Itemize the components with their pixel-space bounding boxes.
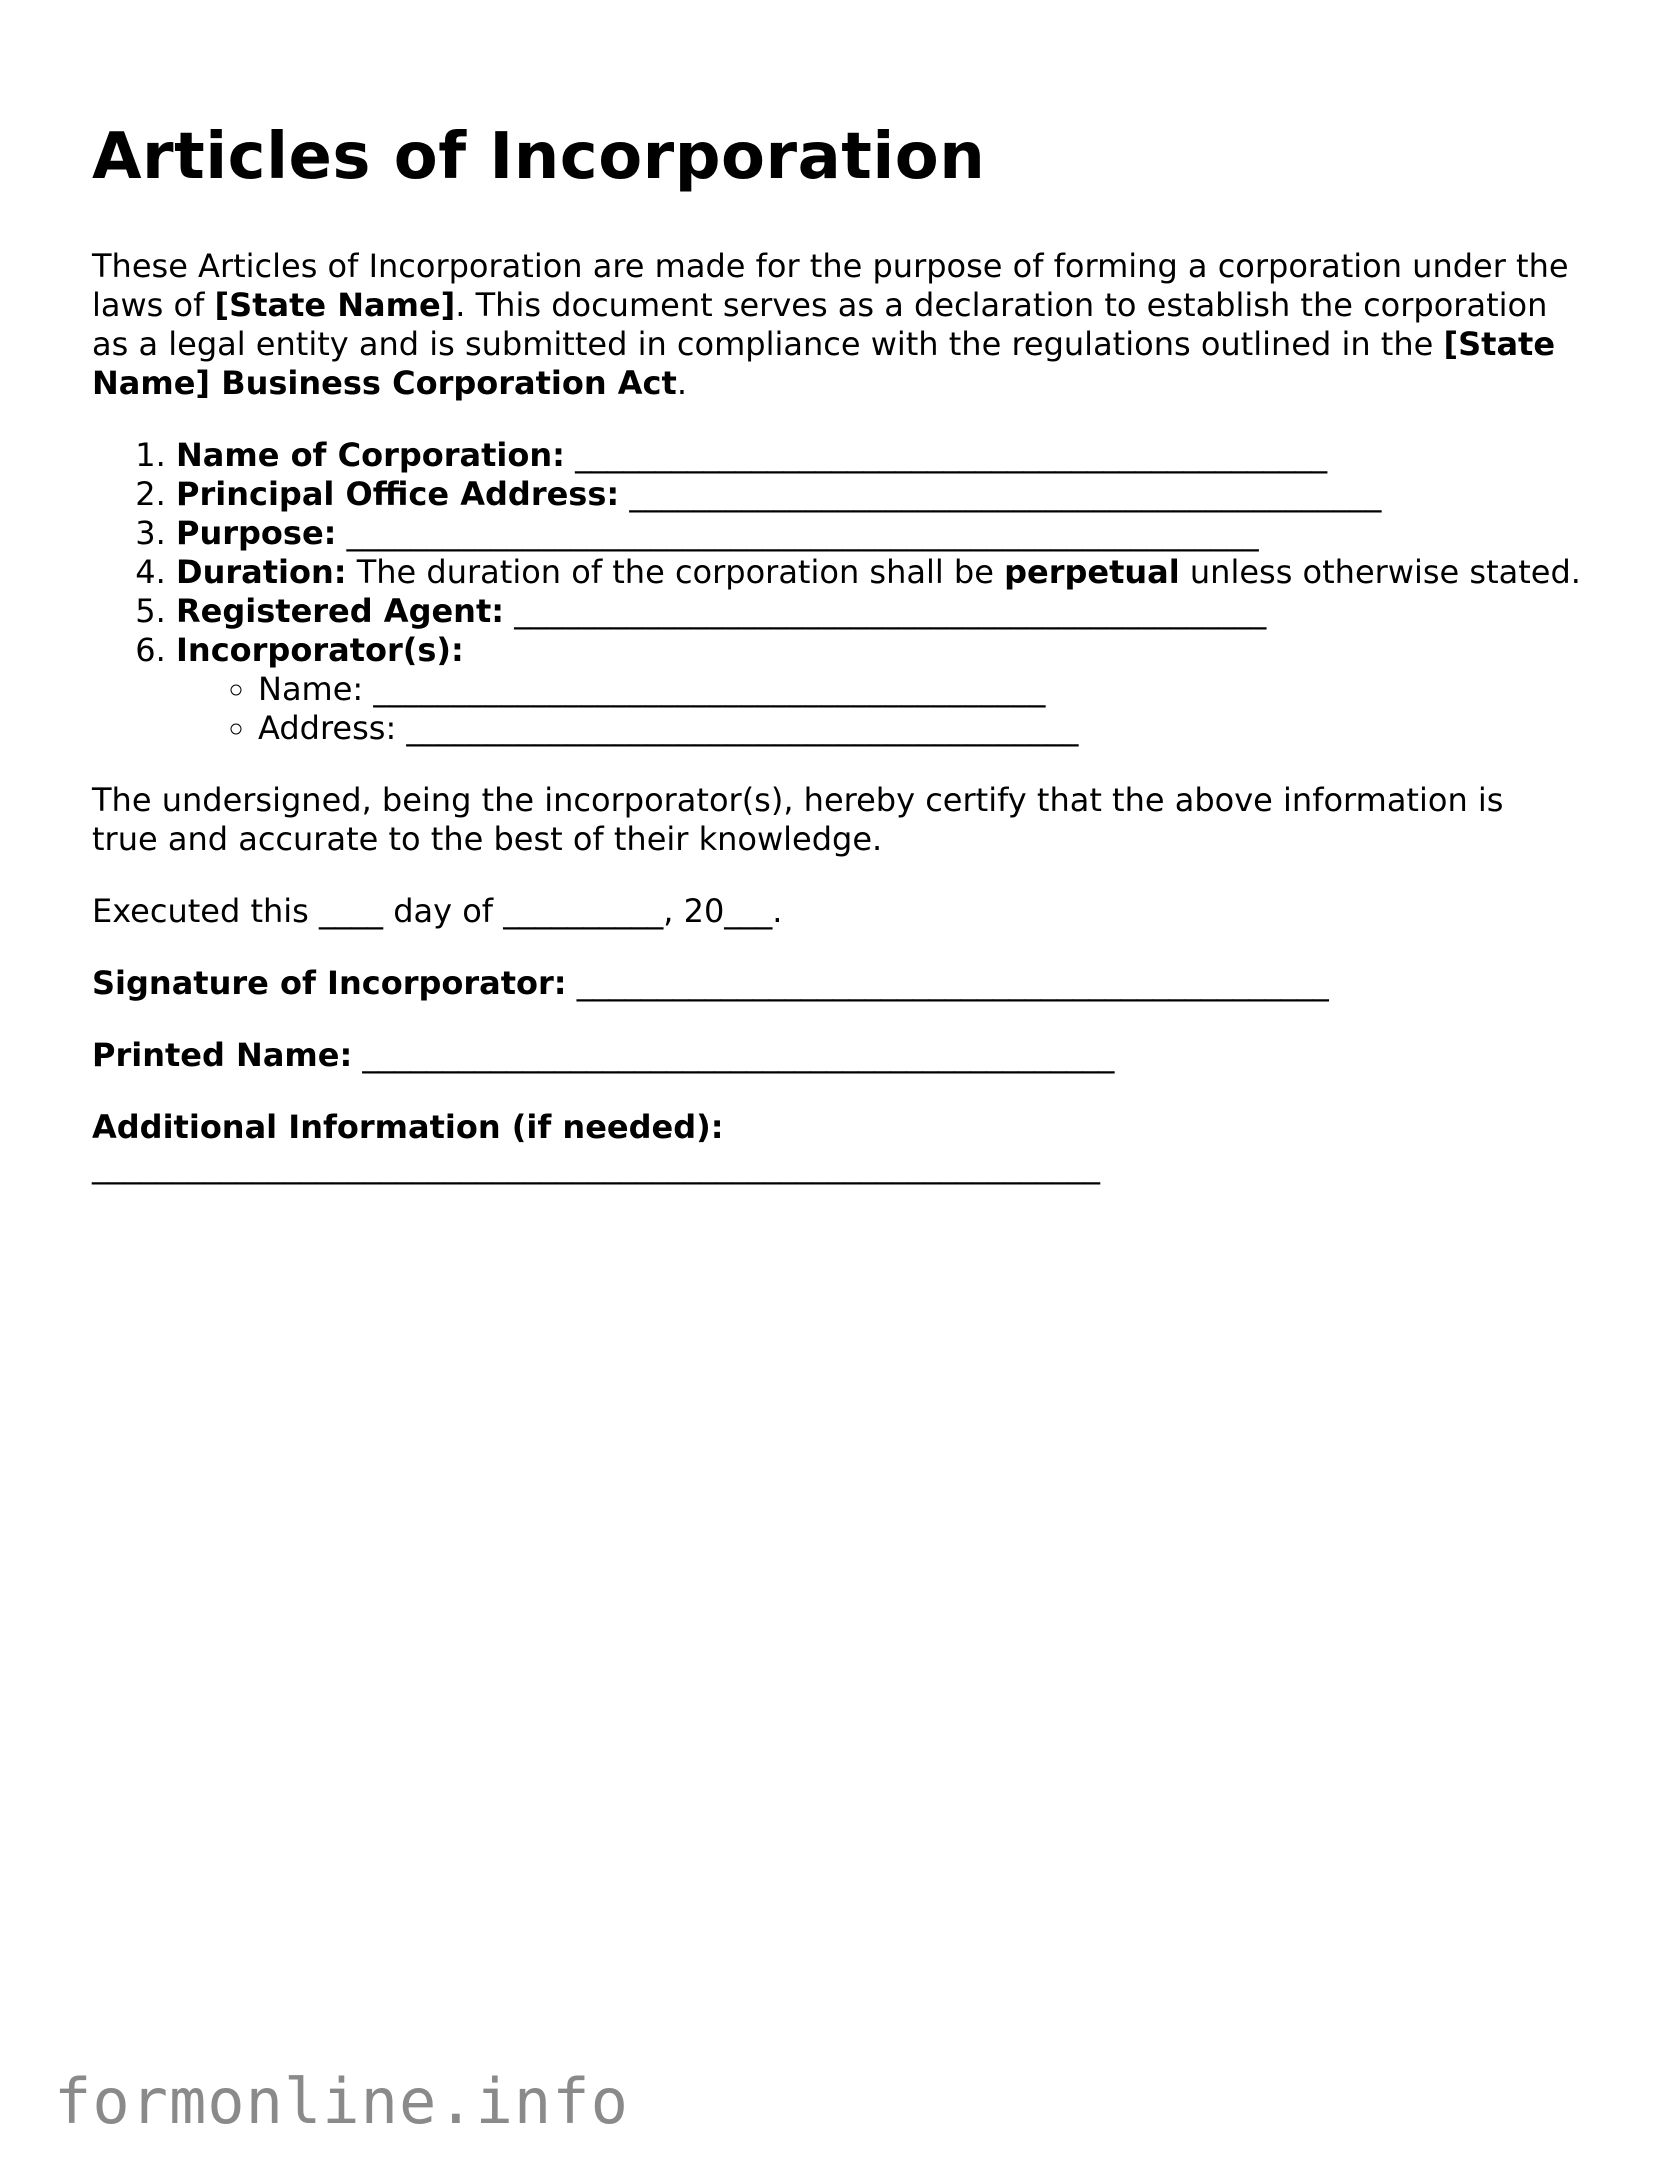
article-label: Duration: <box>176 553 347 591</box>
blank-line[interactable]: _______________________________________________ <box>514 592 1267 630</box>
intro-text-3: . <box>676 364 687 402</box>
articles-list <box>92 436 1592 748</box>
incorporator-fields <box>176 670 1592 748</box>
article-registered-agent <box>176 592 1592 631</box>
blank-line[interactable]: _______________________________________________________________ <box>92 1147 1100 1185</box>
field-label: Name: <box>258 670 364 708</box>
article-name-of-corporation <box>176 436 1592 475</box>
signature-label: Signature of Incorporator: <box>92 964 567 1002</box>
field-label: Address: <box>258 709 397 747</box>
intro-text-1: These Articles of Incorporation are made for the purpose of forming a corporation under the laws of <box>92 247 1569 324</box>
article-label: Incorporator(s): <box>176 631 464 669</box>
blank-line[interactable]: _______________________________________________ <box>362 1036 1115 1074</box>
printed-name-label: Printed Name: <box>92 1036 353 1074</box>
document-title: Articles of Incorporation <box>92 120 986 194</box>
duration-text-2: unless otherwise stated. <box>1179 553 1581 591</box>
article-label: Principal Office Address: <box>176 475 620 513</box>
signature-line <box>92 964 1592 1003</box>
article-label: Registered Agent: <box>176 592 505 630</box>
article-principal-office <box>176 475 1592 514</box>
article-incorporators <box>176 631 1592 748</box>
intro-paragraph <box>92 247 1572 403</box>
blank-line[interactable]: _______________________________________________ <box>629 475 1382 513</box>
blank-line[interactable]: _______________________________________________ <box>575 436 1328 474</box>
duration-text-1: The duration of the corporation shall be <box>346 553 1005 591</box>
additional-info <box>92 1108 1592 1186</box>
blank-line[interactable]: __________________________________________ <box>373 670 1046 708</box>
printed-name-line <box>92 1036 1592 1075</box>
blank-line[interactable]: _________________________________________________________ <box>346 514 1259 552</box>
additional-info-label: Additional Information (if needed): <box>92 1108 724 1146</box>
blank-line[interactable]: _______________________________________________ <box>576 964 1329 1002</box>
article-label: Purpose: <box>176 514 337 552</box>
document-page <box>92 115 1592 1186</box>
watermark: formonline.info <box>54 2065 629 2138</box>
intro-act-name: [State Name] Business Corporation Act <box>92 325 1556 402</box>
duration-perpetual: perpetual <box>1004 553 1180 591</box>
article-duration <box>176 553 1592 592</box>
intro-text-2: . This document serves as a declaration to establish the corporation as a legal entity and is submitted in compliance with the regulations outlined in the <box>92 286 1548 363</box>
certification-paragraph: The undersigned, being the incorporator(s), hereby certify that the above information is true and accurate to the best of their knowledge. <box>92 781 1504 858</box>
blank-line[interactable]: __________________________________________ <box>406 709 1079 747</box>
executed-line: Executed this ____ day of __________, 20___. <box>92 892 783 930</box>
intro-state-name: [State Name] <box>214 286 456 324</box>
incorporator-address <box>258 709 1592 748</box>
article-purpose <box>176 514 1592 553</box>
article-label: Name of Corporation: <box>176 436 565 474</box>
incorporator-name <box>258 670 1592 709</box>
